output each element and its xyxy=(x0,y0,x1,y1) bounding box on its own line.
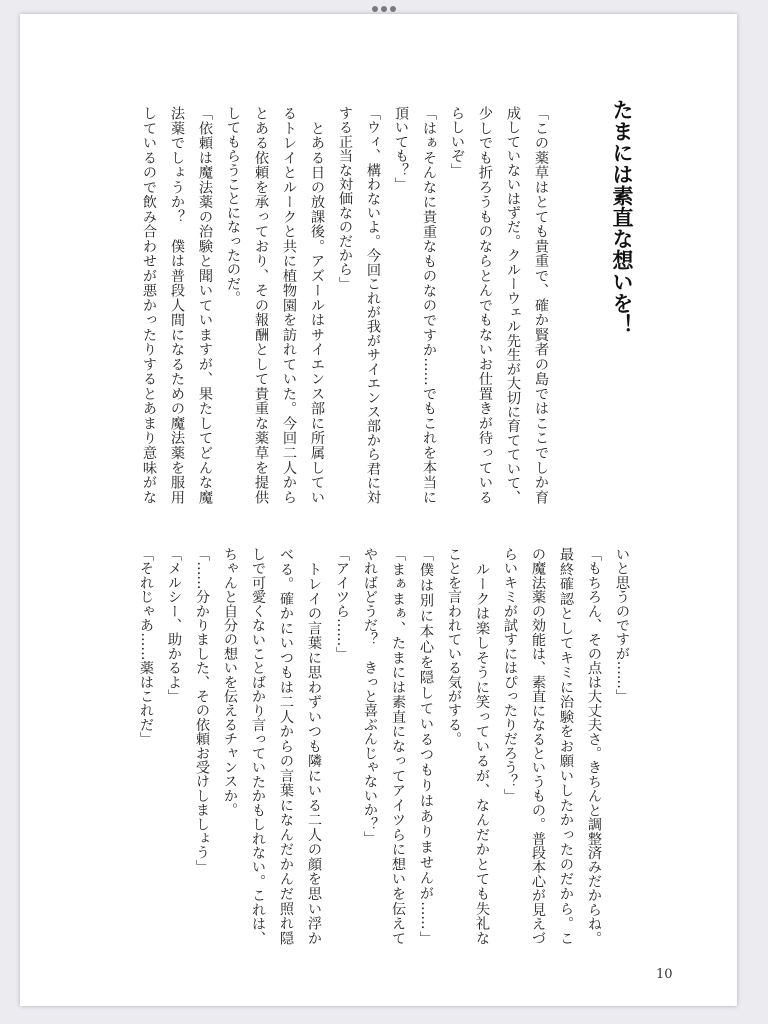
document-page xyxy=(20,14,737,1006)
text-line: トレイの言葉に思わずいつも隣にいる二人の顔を思い浮か xyxy=(306,547,322,945)
text-line: 頂いても？」 xyxy=(393,106,409,192)
text-line: しで可愛くないことばかり言っていたかもしれない。これは、 xyxy=(250,547,266,945)
page-number: 10 xyxy=(656,967,673,982)
text-line: 「まぁまぁ、たまには素直になってアイツらに想いを伝えて xyxy=(390,547,406,945)
body-text-top xyxy=(135,106,555,504)
text-line: 「この薬草はとても貴重で、確か賢者の島ではここでしか育 xyxy=(533,106,549,504)
text-line: の魔法薬の効能は、素直になるというもの。普段本心が見えづ xyxy=(530,547,546,945)
text-line: ことを言われている気がする。 xyxy=(446,547,462,746)
text-line: 「メルシー、助かるよ」 xyxy=(166,547,182,704)
text-line: 「ウィ、構わないよ。今回これが我がサイエンス部から君に対 xyxy=(365,106,381,504)
text-line: 「それじゃあ……薬はこれだ」 xyxy=(138,547,154,746)
text-line: 法薬でしょうか？ 僕は普段人間になるための魔法薬を服用 xyxy=(169,106,185,504)
text-line: しているので飲み合わせが悪かったりするとあまり意味がな xyxy=(141,106,157,504)
text-line: とある日の放課後。アズールはサイエンス部に所属してい xyxy=(309,106,325,504)
window-drag-handle[interactable] xyxy=(372,6,396,12)
text-line: 「もちろん、その点は大丈夫さ。きちんと調整済みだからね。 xyxy=(586,547,602,945)
text-line: いと思うのですが……」 xyxy=(614,547,630,704)
text-line: 「依頼は魔法薬の治験と聞いていますが、果たしてどんな魔 xyxy=(197,106,213,504)
handle-dot xyxy=(390,6,396,12)
text-line: 少しでも折ろうものならとんでもないお仕置きが待っている xyxy=(477,106,493,504)
text-line: 「僕は別に本心を隠しているつもりはありませんが……」 xyxy=(418,547,434,945)
text-line: るトレイとルークと共に植物園を訪れていた。今回二人から xyxy=(281,106,297,504)
text-line: 成していないはずだ。クルーウェル先生が大切に育てていて、 xyxy=(505,106,521,504)
text-line: してもらうことになったのだ。 xyxy=(225,106,241,305)
text-line: 最終確認としてキミに治験をお願いしたかったのだから。こ xyxy=(558,547,574,945)
text-line: 「はぁそんなに貴重なものなのですか……でもこれを本当に xyxy=(421,106,437,504)
chapter-title: たまには素直な想いを！ xyxy=(610,99,635,336)
text-line: べる。確かにいつもは二人からの言葉になんだかんだ照れ隠 xyxy=(278,547,294,945)
body-text-bottom xyxy=(132,547,636,945)
text-line: ルークは楽しそうに笑っているが、なんだかとても失礼な xyxy=(474,547,490,945)
text-line: やればどうだ？ きっと喜ぶんじゃないか？」 xyxy=(362,547,378,846)
text-line: とある依頼を承っており、その報酬として貴重な薬草を提供 xyxy=(253,106,269,504)
text-line: する正当な対価なのだから」 xyxy=(337,106,353,291)
text-line: らしいぞ」 xyxy=(449,106,465,177)
handle-dot xyxy=(372,6,378,12)
handle-dot xyxy=(381,6,387,12)
text-line: 「……分かりました、その依頼お受けしましょう」 xyxy=(194,547,210,874)
text-line: ちゃんと自分の想いを伝えるチャンスか。 xyxy=(222,547,238,817)
text-line: 「アイツら……」 xyxy=(334,547,350,661)
text-line: らいキミが試すにはぴったりだろう？」 xyxy=(502,547,518,803)
